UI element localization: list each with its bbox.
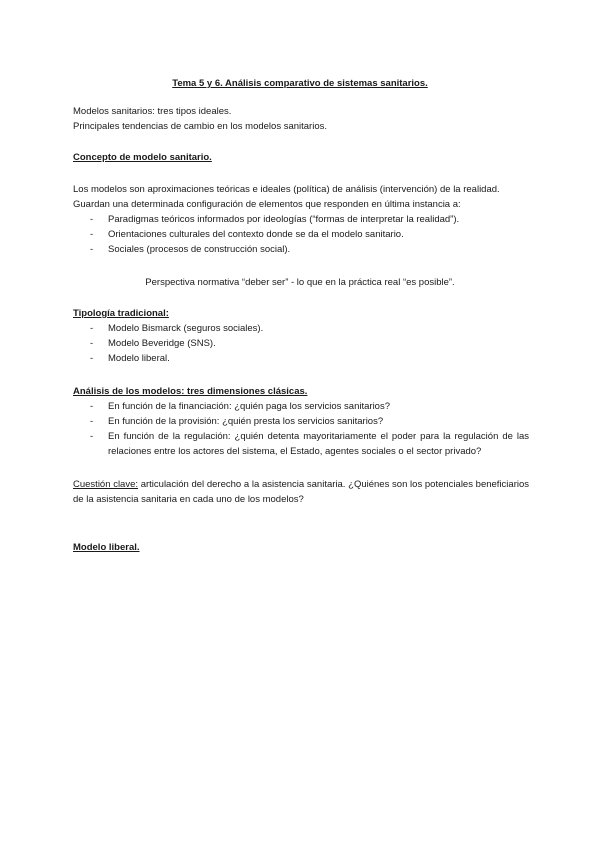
concepto-section (73, 182, 529, 257)
list-item: - Sociales (procesos de construcción social). (73, 242, 529, 257)
cuestion-label: Cuestión clave: (73, 479, 139, 490)
cuestion-text: articulación del derecho a la asistencia sanitaria. ¿Quiénes son los potenciales beneficiarios de la asistencia sanitaria en cada uno de los modelos? (73, 479, 529, 505)
list-item: - En función de la regulación: ¿quién detenta mayoritariamente el poder para la regulación de las relaciones entre los actores del sistema, el Estado, agentes sociales o el sector privado? (73, 429, 529, 459)
perspectiva-line: Perspectiva normativa “deber ser” - lo que en la práctica real “es posible”. (145, 277, 455, 288)
list-item: - Modelo Beveridge (SNS). (73, 336, 529, 351)
tipologia-list (73, 321, 529, 366)
paragraph: Guardan una determinada configuración de elementos que responden en última instancia a: (73, 199, 461, 210)
intro-block (73, 104, 529, 134)
modelo-liberal-heading-block (73, 540, 529, 555)
list-item: - Orientaciones culturales del contexto donde se da el modelo sanitario. (73, 227, 529, 242)
concepto-list (73, 212, 529, 257)
document-title: Tema 5 y 6. Análisis comparativo de sistemas sanitarios. (172, 78, 428, 89)
section-heading-tipologia: Tipología tradicional: (73, 308, 169, 319)
list-item: - En función de la provisión: ¿quién presta los servicios sanitarios? (73, 414, 529, 429)
section-heading-concepto: Concepto de modelo sanitario. (73, 152, 212, 163)
list-item: - En función de la financiación: ¿quién paga los servicios sanitarios? (73, 399, 529, 414)
list-item: - Paradigmas teóricos informados por ideologías (“formas de interpretar la realidad”). (73, 212, 529, 227)
cuestion-paragraph (73, 477, 529, 507)
intro-line: Principales tendencias de cambio en los modelos sanitarios. (73, 121, 327, 132)
list-item: - Modelo Bismarck (seguros sociales). (73, 321, 529, 336)
paragraph: Los modelos son aproximaciones teóricas e ideales (política) de análisis (intervención) de la realidad. (73, 184, 500, 195)
section-heading-modelo-liberal: Modelo liberal. (73, 542, 140, 553)
tipologia-section (73, 306, 529, 366)
section-heading-analisis: Análisis de los modelos: tres dimensiones clásicas. (73, 386, 308, 397)
analisis-list (73, 399, 529, 459)
concepto-heading-block (73, 150, 529, 165)
analisis-section (73, 384, 529, 459)
list-item: - Modelo liberal. (73, 351, 529, 366)
intro-line: Modelos sanitarios: tres tipos ideales. (73, 106, 232, 117)
